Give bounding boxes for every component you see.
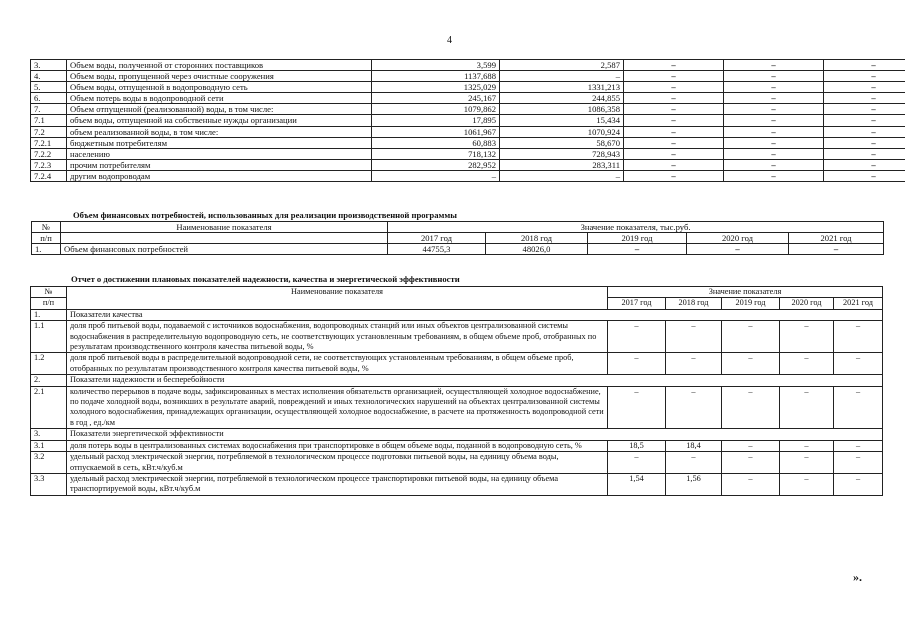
report-table xyxy=(30,286,883,496)
value-2017: – xyxy=(608,452,666,474)
row-name: бюджетным потребителям xyxy=(67,137,372,148)
table-row xyxy=(31,104,905,115)
value-2018: 1,56 xyxy=(666,473,722,495)
year-header: 2020 год xyxy=(687,233,789,244)
table-row xyxy=(31,60,905,71)
section-row xyxy=(31,309,883,320)
value-2017: – xyxy=(608,353,666,375)
value-2017: 1061,967 xyxy=(372,126,500,137)
value-2018: 2,587 xyxy=(500,60,624,71)
year-header: 2017 год xyxy=(608,298,666,309)
value-2020: – xyxy=(724,148,824,159)
value-2019: – xyxy=(722,321,780,353)
row-number: 7.1 xyxy=(31,115,67,126)
value-2018: 244,855 xyxy=(500,93,624,104)
row-number: 7. xyxy=(31,104,67,115)
value-2021: – xyxy=(834,321,883,353)
value-2017: 245,167 xyxy=(372,93,500,104)
value-2020: – xyxy=(780,386,834,429)
value-2020: – xyxy=(724,159,824,170)
value-2019: – xyxy=(722,473,780,495)
page-number: 4 xyxy=(447,35,452,46)
value-2020: – xyxy=(724,93,824,104)
row-number: 7.2.3 xyxy=(31,159,67,170)
value-2018: 58,670 xyxy=(500,137,624,148)
finance-row-v2017: 44755,3 xyxy=(388,244,486,255)
section-name: Показатели надежности и бесперебойности xyxy=(67,375,883,386)
value-2019: – xyxy=(624,159,724,170)
finance-head-name: Наименование показателя xyxy=(61,222,388,233)
value-2020: – xyxy=(724,71,824,82)
value-2020: – xyxy=(780,473,834,495)
finance-row-name: Объем финансовых потребностей xyxy=(61,244,388,255)
value-2020: – xyxy=(780,321,834,353)
year-header: 2019 год xyxy=(588,233,687,244)
value-2019: – xyxy=(624,170,724,181)
value-2017: 282,952 xyxy=(372,159,500,170)
value-2018: 283,311 xyxy=(500,159,624,170)
finance-row-v2019: – xyxy=(588,244,687,255)
table-row xyxy=(31,159,905,170)
finance-row-num: 1. xyxy=(32,244,61,255)
value-2018: – xyxy=(500,170,624,181)
value-2020: – xyxy=(724,137,824,148)
finance-head-num-sub: п/п xyxy=(32,233,61,244)
section-number: 3. xyxy=(31,429,67,440)
row-name: доля проб питьевой воды, подаваемой с источников водоснабжения, водопроводных станций или иных объектов централизованной системы водоснабжения в распределительную водопроводную сеть, не соответствующих установленным требованиям, в общем объеме проб, отобранных по результатам производственного контроля качества питьевой воды, % xyxy=(67,321,608,353)
value-2018: 1086,358 xyxy=(500,104,624,115)
table-row xyxy=(31,126,905,137)
year-header: 2021 год xyxy=(789,233,884,244)
row-number: 3.1 xyxy=(31,440,67,451)
value-2019: – xyxy=(722,452,780,474)
finance-head-num: № xyxy=(32,222,61,233)
row-name: объем реализованной воды, в том числе: xyxy=(67,126,372,137)
row-name: Объем отпущенной (реализованной) воды, в том числе: xyxy=(67,104,372,115)
value-2018: – xyxy=(500,71,624,82)
finance-row-v2021: – xyxy=(789,244,884,255)
report-head-name: Наименование показателя xyxy=(67,287,608,310)
value-2018: 18,4 xyxy=(666,440,722,451)
value-2018: 1070,924 xyxy=(500,126,624,137)
value-2021: – xyxy=(824,104,905,115)
table-row xyxy=(31,440,883,451)
report-head-value: Значение показателя xyxy=(608,287,883,298)
value-2017: 718,132 xyxy=(372,148,500,159)
value-2020: – xyxy=(724,82,824,93)
value-2019: – xyxy=(624,104,724,115)
table-row xyxy=(31,93,905,104)
value-2020: – xyxy=(780,353,834,375)
row-name: доля проб питьевой воды в распределительной водопроводной сети, не соответствующих установленным требованиям, в общем объеме проб, отобранных по результатам производственного контроля качества питьевой воды, % xyxy=(67,353,608,375)
report-table-title: Отчет о достижении плановых показателей надежности, качества и энергетической эффективности xyxy=(71,274,460,284)
value-2018: – xyxy=(666,386,722,429)
row-number: 4. xyxy=(31,71,67,82)
value-2020: – xyxy=(724,126,824,137)
value-2017: 1137,688 xyxy=(372,71,500,82)
value-2020: – xyxy=(780,440,834,451)
value-2019: – xyxy=(722,440,780,451)
section-number: 1. xyxy=(31,309,67,320)
value-2017: 60,883 xyxy=(372,137,500,148)
row-number: 3.2 xyxy=(31,452,67,474)
value-2020: – xyxy=(780,452,834,474)
row-number: 1.2 xyxy=(31,353,67,375)
value-2019: – xyxy=(624,71,724,82)
table-row xyxy=(31,137,905,148)
table-row xyxy=(31,386,883,429)
row-name: Объем воды, полученной от сторонних поставщиков xyxy=(67,60,372,71)
finance-row-v2020: – xyxy=(687,244,789,255)
value-2018: – xyxy=(666,452,722,474)
row-number: 7.2.2 xyxy=(31,148,67,159)
row-name: Объем потерь воды в водопроводной сети xyxy=(67,93,372,104)
value-2017: – xyxy=(608,321,666,353)
value-2021: – xyxy=(834,386,883,429)
value-2021: – xyxy=(824,71,905,82)
row-number: 7.2 xyxy=(31,126,67,137)
finance-head-value: Значение показателя, тыс.руб. xyxy=(388,222,884,233)
table-row xyxy=(31,321,883,353)
finance-row-v2018: 48026,0 xyxy=(486,244,588,255)
table-row xyxy=(31,82,905,93)
value-2018: – xyxy=(666,321,722,353)
row-name: удельный расход электрической энергии, потребляемой в технологическом процессе транспортировки питьевой воды, на единицу объема транспортируемой воды, кВт.ч/куб.м xyxy=(67,473,608,495)
row-name: Объем воды, пропущенной через очистные сооружения xyxy=(67,71,372,82)
year-header: 2018 год xyxy=(486,233,588,244)
finance-table-title: Объем финансовых потребностей, использованных для реализации производственной программы xyxy=(73,210,457,220)
row-name: прочим потребителям xyxy=(67,159,372,170)
year-header: 2021 год xyxy=(834,298,883,309)
value-2018: 1331,213 xyxy=(500,82,624,93)
value-2020: – xyxy=(724,115,824,126)
row-name: количество перерывов в подаче воды, зафиксированных в местах исполнения обязательств организацией, осуществляющей холодное водоснабжение, по подаче холодной воды, возникших в результате аварий, повреждений и иных технологических нарушений на объектах централизованной системы холодного водоснабжения, принадлежащих организации, осуществляющей холодное водоснабжение, в расчете на протяженность водопроводной сети в год , ед./км xyxy=(67,386,608,429)
value-2019: – xyxy=(624,60,724,71)
year-header: 2019 год xyxy=(722,298,780,309)
value-2020: – xyxy=(724,170,824,181)
value-2017: – xyxy=(372,170,500,181)
value-2020: – xyxy=(724,104,824,115)
report-head-num: № xyxy=(31,287,67,298)
value-2019: – xyxy=(624,82,724,93)
row-name: удельный расход электрической энергии, потребляемой в технологическом процессе подготовки питьевой воды, на единицу объема воды, отпускаемой в сеть, кВт.ч/куб.м xyxy=(67,452,608,474)
value-2021: – xyxy=(824,60,905,71)
value-2021: – xyxy=(834,473,883,495)
year-header: 2018 год xyxy=(666,298,722,309)
row-number: 2.1 xyxy=(31,386,67,429)
value-2017: 17,895 xyxy=(372,115,500,126)
value-2017: 1,54 xyxy=(608,473,666,495)
value-2021: – xyxy=(824,148,905,159)
section-name: Показатели качества xyxy=(67,309,883,320)
value-2019: – xyxy=(624,137,724,148)
value-2021: – xyxy=(824,93,905,104)
finance-head-empty xyxy=(61,233,388,244)
row-number: 3.3 xyxy=(31,473,67,495)
value-2020: – xyxy=(724,60,824,71)
value-2017: 3,599 xyxy=(372,60,500,71)
value-2019: – xyxy=(624,148,724,159)
row-number: 7.2.4 xyxy=(31,170,67,181)
value-2021: – xyxy=(824,137,905,148)
report-head-num-sub: п/п xyxy=(31,298,67,309)
indicators-table xyxy=(30,59,905,182)
value-2017: – xyxy=(608,386,666,429)
value-2019: – xyxy=(722,353,780,375)
section-name: Показатели энергетической эффективности xyxy=(67,429,883,440)
value-2019: – xyxy=(722,386,780,429)
value-2021: – xyxy=(834,452,883,474)
finance-table xyxy=(31,221,884,255)
row-number: 5. xyxy=(31,82,67,93)
table-row xyxy=(31,170,905,181)
year-header: 2017 год xyxy=(388,233,486,244)
row-number: 7.2.1 xyxy=(31,137,67,148)
value-2021: – xyxy=(824,159,905,170)
table-row xyxy=(31,353,883,375)
value-2018: 15,434 xyxy=(500,115,624,126)
value-2017: 1325,029 xyxy=(372,82,500,93)
value-2021: – xyxy=(824,82,905,93)
value-2021: – xyxy=(824,170,905,181)
value-2018: – xyxy=(666,353,722,375)
row-name: Объем воды, отпущенной в водопроводную сеть xyxy=(67,82,372,93)
value-2017: 1079,862 xyxy=(372,104,500,115)
value-2017: 18,5 xyxy=(608,440,666,451)
row-name: объем воды, отпущенной на собственные нужды организации xyxy=(67,115,372,126)
row-name: населению xyxy=(67,148,372,159)
value-2019: – xyxy=(624,115,724,126)
value-2019: – xyxy=(624,93,724,104)
closing-quote-mark: ». xyxy=(853,570,862,584)
table-row xyxy=(31,473,883,495)
table-row xyxy=(31,115,905,126)
value-2021: – xyxy=(824,126,905,137)
row-name: другим водопроводам xyxy=(67,170,372,181)
value-2021: – xyxy=(834,440,883,451)
section-number: 2. xyxy=(31,375,67,386)
row-number: 1.1 xyxy=(31,321,67,353)
row-name: доля потерь воды в централизованных системах водоснабжения при транспортировке в общем объеме воды, поданной в водопроводную сеть, % xyxy=(67,440,608,451)
year-header: 2020 год xyxy=(780,298,834,309)
value-2021: – xyxy=(834,353,883,375)
table-row xyxy=(31,148,905,159)
table-row xyxy=(31,71,905,82)
value-2018: 728,943 xyxy=(500,148,624,159)
section-row xyxy=(31,429,883,440)
row-number: 3. xyxy=(31,60,67,71)
table-row xyxy=(31,452,883,474)
section-row xyxy=(31,375,883,386)
value-2019: – xyxy=(624,126,724,137)
value-2021: – xyxy=(824,115,905,126)
row-number: 6. xyxy=(31,93,67,104)
